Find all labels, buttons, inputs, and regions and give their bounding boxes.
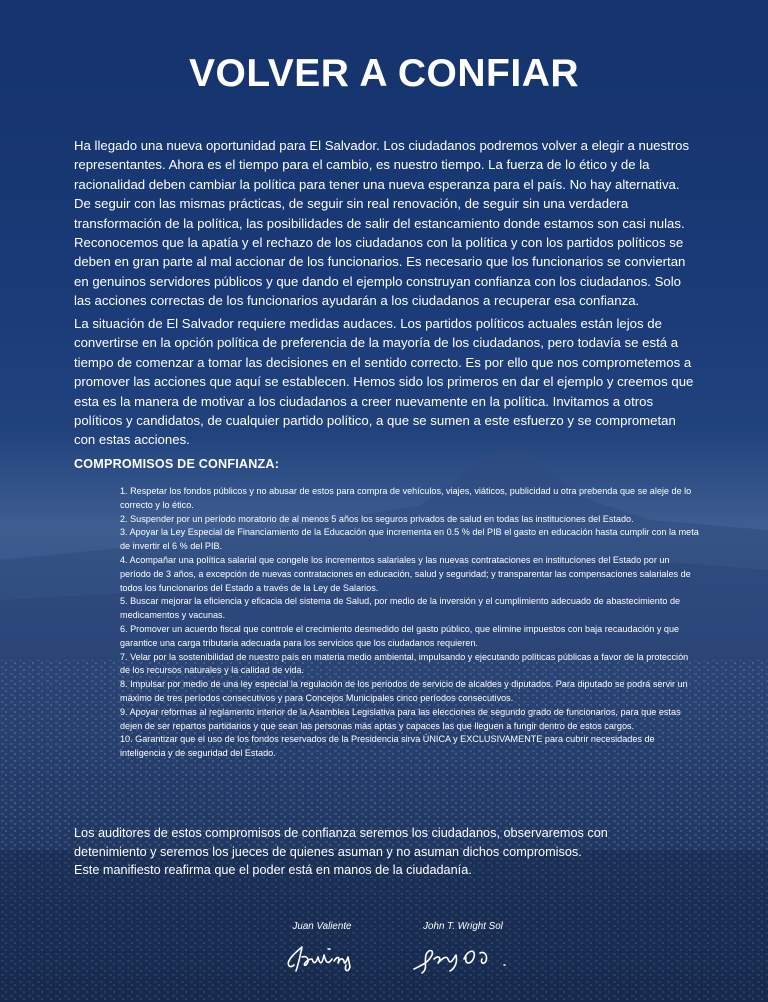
signatory-name: John T. Wright Sol <box>423 921 503 932</box>
commitment-item: 7. Velar por la sostenibilidad de nuestro país en materia medio ambiental, impulsando y ejecutando políticas públicas a favor de la protección de los recursos naturales y la calidad de vida. <box>120 651 689 676</box>
signature-image <box>280 935 364 975</box>
commitment-item: 3. Apoyar la Ley Especial de Financiamiento de la Educación que incrementa en 0.5 % del PIB el gasto en educación hasta cumplir con la meta de invertir el 6 % del PIB. <box>120 527 699 552</box>
signatory-name: Juan Valiente <box>292 921 352 932</box>
page-title: VOLVER A CONFIAR <box>188 52 580 95</box>
closing-line: Los auditores de estos compromisos de confianza seremos los ciudadanos, observaremos con <box>74 826 608 840</box>
commitment-item: 5. Buscar mejorar la eficiencia y eficacia del sistema de Salud, por medio de la inversión y el cumplimiento adecuado de abastecimiento de medicamentos y vacunas. <box>120 596 681 621</box>
commitment-item: 9. Apoyar reformas al reglamento interior de la Asamblea Legislativa para las elecciones de segundo grado de funcionarios, para que estas dejen de ser repartos partidarios y que sean las personas más aptas y capaces las que lleguen a fungir dentro de estos cargos. <box>120 706 681 731</box>
commitment-item: 8. Impulsar por medio de una ley especial la regulación de los períodos de servicio de alcaldes y diputados. Para diputado se podrá servir un máximo de tres períodos consecutivos y para Concejos Municipales cinco períodos consecutivos. <box>120 679 688 703</box>
closing-line: detenimiento y seremos los jueces de quienes asuman y no asuman dichos compromisos. <box>74 844 582 859</box>
commitment-item: 10. Garantizar que el uso de los fondos reservados de la Presidencia sirva ÚNICA y EXCLUSIVAMENTE para cubrir necesidades de inteligencia y de seguridad del Estado. <box>120 734 655 759</box>
signature-image <box>408 935 518 975</box>
closing-line: Este manifiesto reafirma que el poder está en manos de la ciudadanía. <box>74 863 472 878</box>
intro-paragraph: Ha llegado una nueva oportunidad para El Salvador. Los ciudadanos podremos volver a elegir a nuestros representantes. Ahora es el tiempo para el cambio, es nuestro tiempo. La fuerza de lo ético y de la racionalidad deben cambiar la política para tener una nueva esperanza para el país. No hay alternativa. De seguir con las mismas prácticas, de seguir sin real renovación, de seguir sin una verdadera transformación de la política, las posibilidades de salir del estancamiento donde estamos son casi nulas. Reconocemos que la apatía y el rechazo de los ciudadanos con la política y con los partidos políticos se deben en gran parte al mal accionar de los funcionarios. Es necesario que los funcionarios se conviertan en genuinos servidores públicos y que dando el ejemplo construyan confianza con los ciudadanos. Solo las acciones correctas de los funcionarios ayudarán a los ciudadanos a recuperar esa confianza. <box>74 138 690 309</box>
signature-block-john-wright <box>408 921 518 975</box>
commitment-item: 6. Promover un acuerdo fiscal que controle el crecimiento desmedido del gasto público, que elimine impuestos con baja recaudación y que garantice una carga tributaria adecuada para los servicios que los ciudadanos requieren. <box>120 623 680 648</box>
commitment-item: 2. Suspender por un período moratorio de al menos 5 años los seguros privados de salud en todas las instituciones del Estado. <box>120 513 634 524</box>
signature-block-juan-valiente <box>280 921 364 975</box>
commitments-list <box>120 485 700 761</box>
commitments-heading: COMPROMISOS DE CONFIANZA: <box>74 457 280 471</box>
closing-statement <box>74 824 704 880</box>
commitment-item: 4. Acompañar una política salarial que congele los incrementos salariales y las nuevas contrataciones en instituciones del Estado por un período de 3 años, a excepción de nuevas contrataciones en educación, salud y seguridad; y transparentar las compensaciones salariales de todos los funcionarios del Estado a través de la Ley de Salarios. <box>120 554 691 593</box>
situation-paragraph: La situación de El Salvador requiere medidas audaces. Los partidos políticos actuales están lejos de convertirse en la opción política de preferencia de la mayoría de los ciudadanos, pero todavía se está a tiempo de comenzar a tomar las decisiones en el sentido correcto. Es por ello que nos comprometemos a promover las acciones que aquí se establecen. Hemos sido los primeros en dar el ejemplo y creemos que esta es la manera de motivar a los ciudadanos a creer nuevamente en la política. Invitamos a otros políticos y candidatos, de cualquier partido político, a que se sumen a este esfuerzo y se comprometan con estas acciones. <box>74 316 694 448</box>
commitment-item: 1. Respetar los fondos públicos y no abusar de estos para compra de vehículos, viajes, viáticos, publicidad u otra prebenda que se aleje de lo correcto y lo ético. <box>120 486 692 510</box>
